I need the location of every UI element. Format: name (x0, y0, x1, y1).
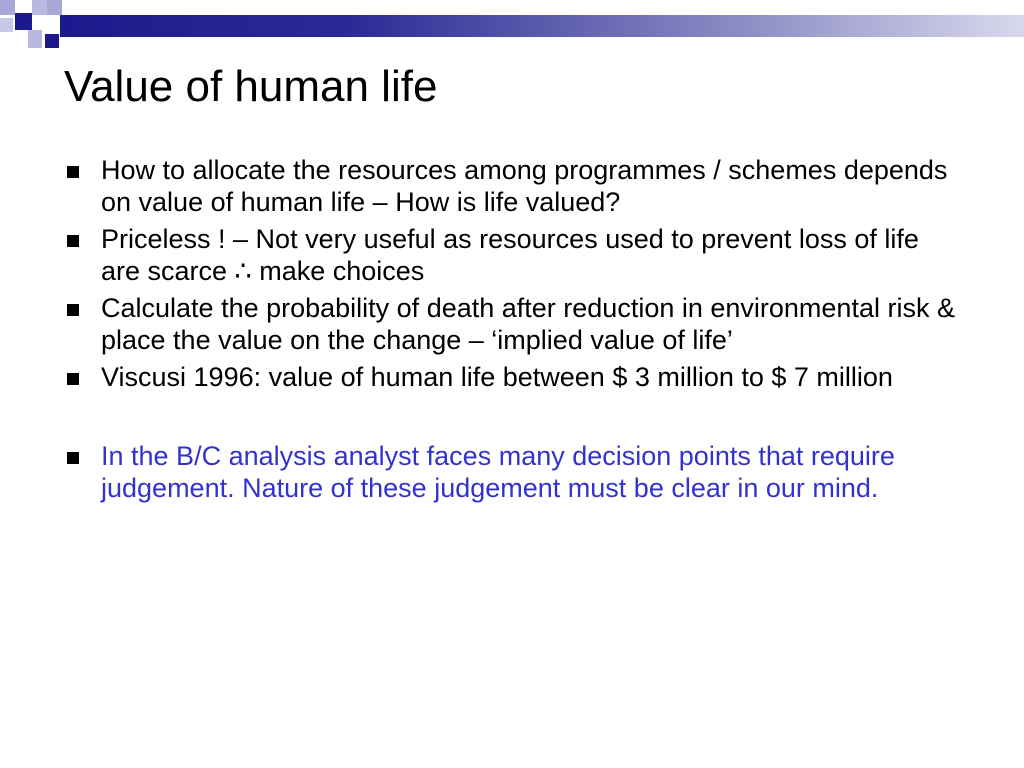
decor-square (45, 34, 59, 48)
square-bullet-icon (67, 235, 79, 247)
bullet-text: Calculate the probability of death after reduction in environmental risk & place the value on the change – ‘implied value of life’ (101, 293, 955, 355)
bullet-text: In the B/C analysis analyst faces many decision points that require judgement. Nature of these judgement must be clear in our mind. (101, 441, 895, 503)
bullet-item-highlight (64, 440, 964, 504)
square-bullet-icon (67, 373, 79, 385)
square-bullet-icon (67, 304, 79, 316)
decor-square (0, 18, 13, 32)
bullet-item (64, 223, 964, 287)
decor-square (28, 30, 42, 48)
slide-title: Value of human life (64, 62, 438, 111)
bullet-text: Viscusi 1996: value of human life between $ 3 million to $ 7 million (101, 362, 893, 392)
bullet-item (64, 361, 964, 393)
square-bullet-icon (67, 166, 79, 178)
bullet-item (64, 292, 964, 356)
title-gradient-bar (60, 15, 1024, 37)
decor-square (47, 0, 62, 15)
decor-square (0, 0, 15, 15)
bullet-text: Priceless ! – Not very useful as resources used to prevent loss of life are scarce ∴ make choices (101, 224, 919, 286)
bullet-item (64, 154, 964, 218)
square-bullet-icon (67, 452, 79, 464)
decor-square (15, 13, 32, 30)
bullet-list (64, 154, 964, 509)
bullet-text: How to allocate the resources among programmes / schemes depends on value of human life – How is life valued? (101, 155, 948, 217)
